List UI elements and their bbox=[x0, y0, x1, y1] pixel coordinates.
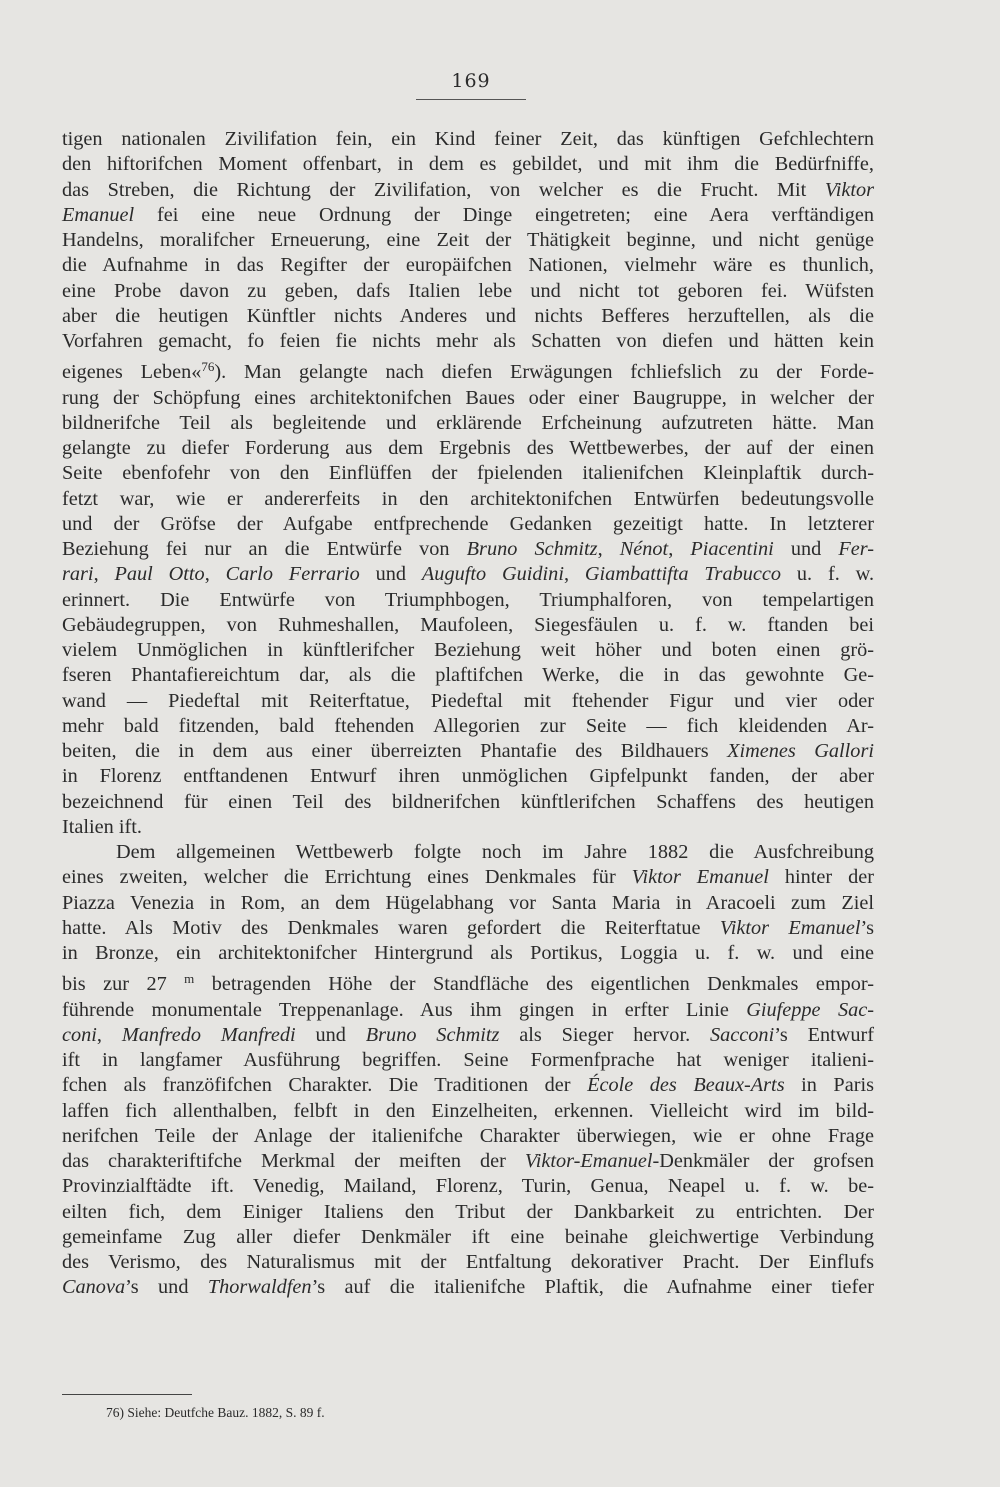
text-line: in Bronze, ein architektonifcher Hintergrund als Portikus, Loggia u. f. w. und eine bbox=[62, 942, 874, 964]
text-line: Italien ift. bbox=[62, 815, 142, 838]
text-line: rari, Paul Otto, Carlo Ferrario und Augufto Guidini, Giambattifta Trabucco u. f. w. bbox=[62, 563, 875, 586]
text-line: nerifchen Teile der Anlage der italienifche Charakter überwiegen, wie er ohne Frage bbox=[62, 1124, 874, 1147]
text-line: das charakteriftifche Merkmal der meiften der Viktor-Emanuel-Denkmäler der grofsen bbox=[62, 1150, 874, 1172]
text-line: des Verismo, des Naturalismus mit der Entfaltung dekorativer Pracht. Der Einflufs bbox=[62, 1251, 874, 1273]
text-line: hatte. Als Motiv des Denkmales waren gefordert die Reiterftatue Viktor Emanuel’s bbox=[62, 916, 874, 939]
text-line: Canova’s und Thorwaldfen’s auf die italienifche Plaftik, die Aufnahme einer tiefer bbox=[62, 1276, 875, 1299]
page-number: 169 bbox=[451, 70, 491, 92]
text-line: erinnert. Die Entwürfe von Triumphbogen, Triumphalforen, von tempelartigen bbox=[62, 588, 874, 611]
text-line: ift in langfamer Ausführung begriffen. Seine Formenfprache hat weniger italieni- bbox=[62, 1049, 874, 1071]
text-line: bildnerifche Teil als begleitende und erklärende Erfcheinung aufzutreten hätte. Man bbox=[62, 411, 874, 434]
text-line: Gebäudegruppen, von Ruhmeshallen, Maufoleen, Siegesfäulen u. f. w. ftanden bei bbox=[62, 613, 874, 636]
text-line: in Florenz entftandenen Entwurf ihren unmöglichen Gipfelpunkt fanden, der aber bbox=[62, 765, 874, 788]
text-line: mehr bald fitzenden, bald ftehenden Allegorien zur Seite — fich kleidenden Ar- bbox=[62, 714, 874, 737]
text-line: die Aufnahme in das Regifter der europäifchen Nationen, vielmehr wäre es thunlich, bbox=[62, 254, 874, 277]
text-line: rung der Schöpfung eines architektonifchen Baues oder einer Baugruppe, in welcher der bbox=[62, 386, 874, 409]
text-line: den hiftorifchen Moment offenbart, in dem es gebildet, und mit ihm die Bedürfniffe, bbox=[62, 153, 874, 176]
text-line: Dem allgemeinen Wettbewerb folgte noch im Jahre 1882 die Ausfchreibung bbox=[116, 841, 874, 863]
text-line: fchen als franzöfifchen Charakter. Die Traditionen der École des Beaux-Arts in Paris bbox=[62, 1074, 874, 1097]
text-line: und der Gröfse der Aufgabe entfprechende Gedanken gezeitigt hatte. In letzterer bbox=[62, 512, 874, 535]
text-line: eilten fich, dem Einiger Italiens den Tribut der Dankbarkeit zu entrichten. Der bbox=[62, 1200, 874, 1223]
text-line: fetzt war, wie er andererfeits in den architektonifchen Entwürfen bedeutungsvolle bbox=[62, 487, 874, 510]
text-line: coni, Manfredo Manfredi und Bruno Schmitz als Sieger hervor. Sacconi’s Entwurf bbox=[62, 1023, 875, 1046]
text-line: Emanuel fei eine neue Ordnung der Dinge eingetreten; eine Aera verftändigen bbox=[62, 203, 874, 226]
text-line: bis zur 27 $^m$ betragenden Höhe der Standfläche des eigentlichen Denkmales empor- bbox=[62, 971, 874, 996]
text-line: vielem Unmöglichen in künftlerifcher Beziehung weit höher und boten einen grö- bbox=[62, 639, 874, 661]
page-number-rule bbox=[416, 99, 526, 100]
text-line: führende monumentale Treppenanlage. Aus ihm gingen in erfter Linie Giufeppe Sac- bbox=[62, 998, 874, 1021]
text-line: Seite ebenfofehr von den Einflüffen der fpielenden italienifchen Kleinplaftik durch- bbox=[62, 462, 874, 485]
text-line: das Streben, die Richtung der Zivilifation, von welcher es die Frucht. Mit Viktor bbox=[62, 178, 874, 201]
text-line: eines zweiten, welcher die Errichtung eines Denkmales für Viktor Emanuel hinter der bbox=[62, 866, 874, 889]
text-line: tigen nationalen Zivilifation fein, ein Kind feiner Zeit, das künftigen Gefchlechtern bbox=[62, 128, 874, 150]
text-line: eine Probe davon zu geben, dafs Italien lebe und nicht tot geboren fei. Wüfsten bbox=[62, 279, 874, 302]
text-line: gemeinfame Zug aller diefer Denkmäler ift eine beinahe gleichwertige Verbindung bbox=[62, 1225, 874, 1248]
text-line: gelangte zu diefer Forderung aus dem Ergebnis des Wettbewerbes, der auf der einen bbox=[62, 437, 874, 459]
text-line: eigenes Leben«$^{76}$). Man gelangte nach diefen Erwägungen fchliefslich zu der Forde- bbox=[62, 359, 874, 384]
text-line: Provinzialftädte ift. Venedig, Mailand, Florenz, Turin, Genua, Neapel u. f. w. be- bbox=[62, 1175, 874, 1198]
text-line: beiten, die in dem aus einer überreizten Phantafie des Bildhauers Ximenes Gallori bbox=[62, 740, 874, 762]
text-line: fseren Phantafiereichtum dar, als die plaftifchen Werke, die in das gewohnte Ge- bbox=[62, 664, 874, 687]
text-line: bezeichnend für einen Teil des bildnerifchen künftlerifchen Schaffens des heutigen bbox=[62, 790, 874, 813]
footnote: 76) Siehe: Deutfche Bauz. 1882, S. 89 f. bbox=[106, 1405, 325, 1420]
text-line: Vorfahren gemacht, fo feien fie nichts mehr als Schatten von diefen und hätten kein bbox=[62, 330, 874, 352]
text-line: wand — Piedeftal mit Reiterftatue, Piedeftal mit ftehender Figur und vier oder bbox=[62, 689, 874, 712]
text-line: aber die heutigen Künftler nichts Anderes und nichts Befferes herzuftellen, als die bbox=[62, 304, 874, 327]
text-line: Handelns, moralifcher Erneuerung, eine Zeit der Thätigkeit beginne, und nicht genüge bbox=[62, 229, 874, 251]
text-line: laffen fich allenthalben, felbft in den Einzelheiten, erkennen. Vielleicht wird im bild- bbox=[62, 1099, 874, 1122]
footnote-rule bbox=[62, 1394, 192, 1395]
text-line: Beziehung fei nur an die Entwürfe von Bruno Schmitz, Nénot, Piacentini und Fer- bbox=[62, 538, 874, 560]
text-line: Piazza Venezia in Rom, an dem Hügelabhang vor Santa Maria in Aracoeli zum Ziel bbox=[62, 891, 874, 914]
body-text bbox=[62, 127, 874, 1301]
